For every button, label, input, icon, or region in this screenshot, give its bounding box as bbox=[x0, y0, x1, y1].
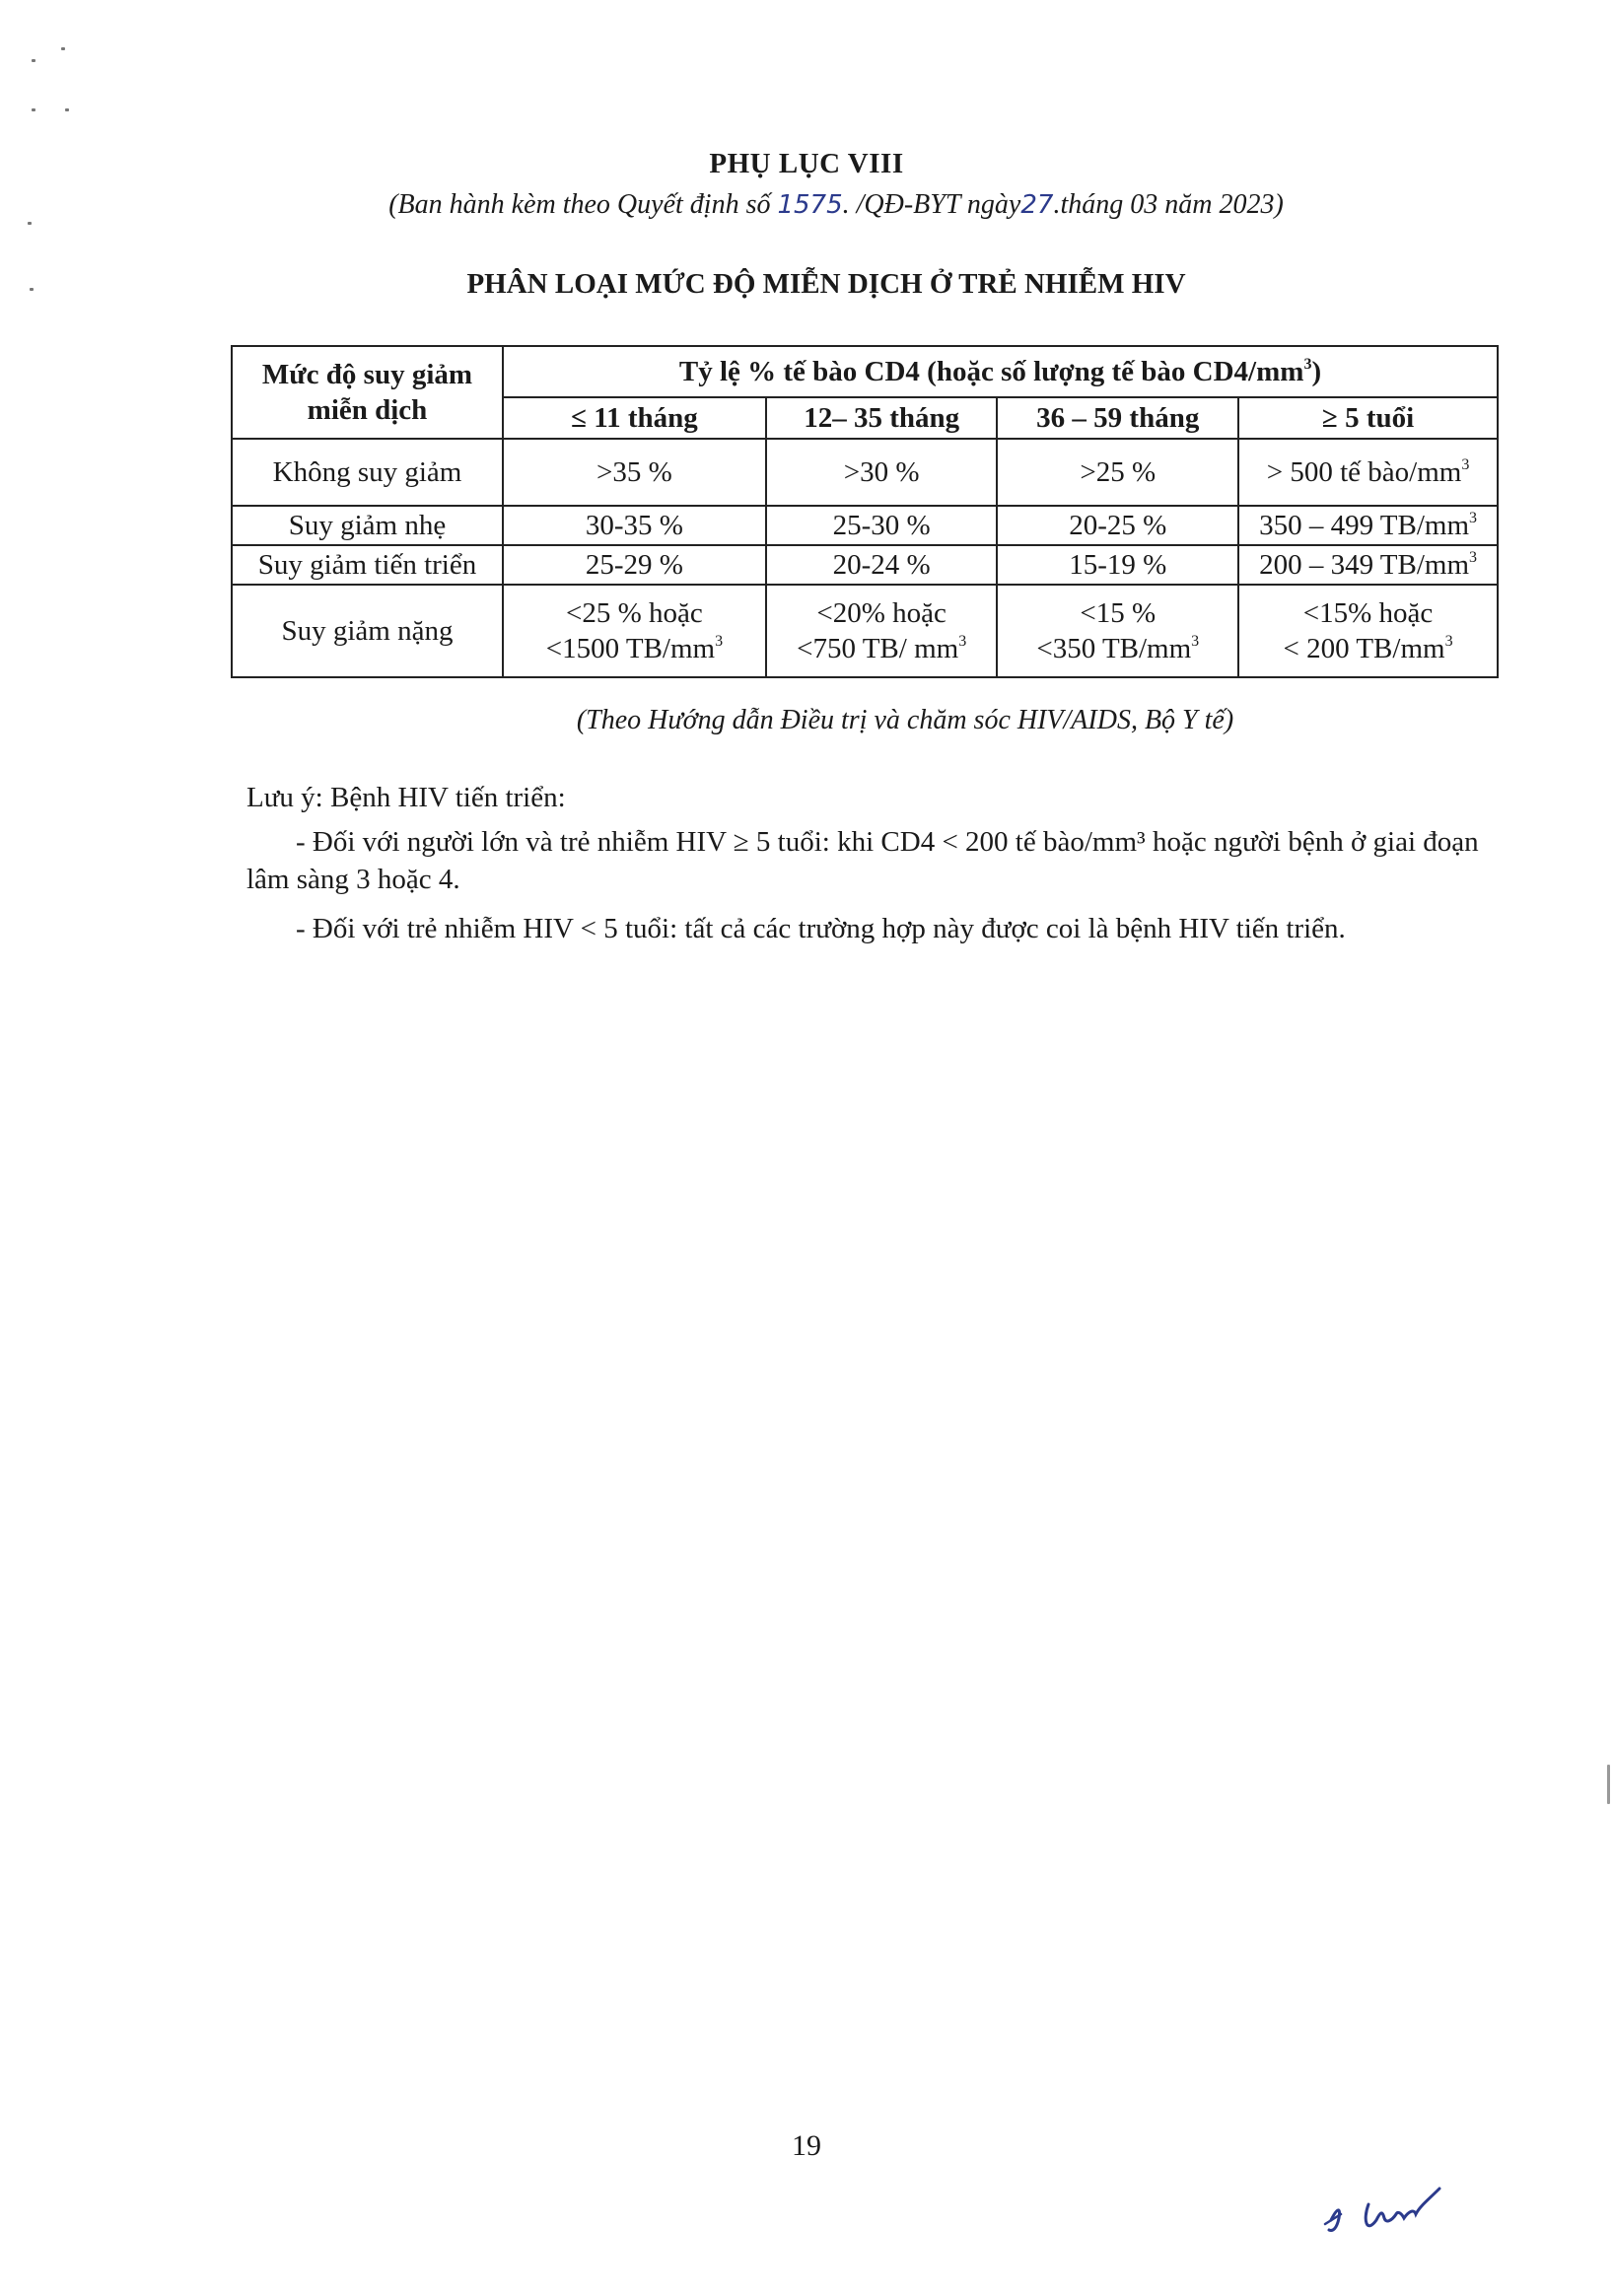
header-age-group: ≥ 5 tuổi bbox=[1238, 397, 1498, 439]
row-level: Không suy giảm bbox=[232, 439, 503, 506]
decree-number: 1575 bbox=[777, 190, 843, 220]
appendix-title: PHỤ LỤC VIII bbox=[709, 148, 904, 179]
table-row bbox=[232, 545, 1498, 585]
table-cell: 25-29 % bbox=[503, 545, 766, 585]
row-level: Suy giảm nhẹ bbox=[232, 506, 503, 545]
initials-signature-icon bbox=[1311, 2159, 1489, 2248]
header-age-group: 36 – 59 tháng bbox=[997, 397, 1238, 439]
table-cell: 350 – 499 $TB/mm^3$ bbox=[1238, 506, 1498, 545]
header-cd4-group-text: Tỷ lệ % tế bào CD4 (hoặc số lượng tế bào CD4/mm bbox=[678, 356, 1304, 387]
table-cell: 30-35 % bbox=[503, 506, 766, 545]
decree-reference bbox=[30, 189, 1613, 221]
header-cd4-group-sup: 3 bbox=[1303, 356, 1312, 373]
header-age-group: ≤ 11 tháng bbox=[503, 397, 766, 439]
table-cell: > 500 tế bào/$mm^3$ bbox=[1238, 439, 1498, 506]
scan-speck bbox=[65, 108, 69, 111]
page-number: 19 bbox=[792, 2129, 821, 2162]
table-cell: <25 % hoặc <1500 $TB/mm^3$ bbox=[503, 585, 766, 677]
table-row bbox=[232, 439, 1498, 506]
table-cell: 15-19 % bbox=[997, 545, 1238, 585]
note-item: - Đối với trẻ nhiễm HIV < 5 tuổi: tất cả các trường hợp này được coi là bệnh HIV tiến triển. bbox=[296, 913, 1346, 944]
table-cell: <20% hoặc <750 TB/ $mm^3$ bbox=[766, 585, 998, 677]
table-cell: 25-30 % bbox=[766, 506, 998, 545]
scan-speck bbox=[32, 108, 35, 111]
table-cell: <15 % <350 $TB/mm^3$ bbox=[997, 585, 1238, 677]
decree-middle: . /QĐ-BYT ngày bbox=[842, 189, 1021, 220]
table-row bbox=[232, 506, 1498, 545]
table-cell: >30 % bbox=[766, 439, 998, 506]
source-note: (Theo Hướng dẫn Điều trị và chăm sóc HIV/AIDS, Bộ Y tế) bbox=[576, 705, 1234, 735]
header-age-group: 12– 35 tháng bbox=[766, 397, 998, 439]
scan-speck bbox=[30, 288, 34, 291]
cd4-classification-table bbox=[231, 345, 1499, 678]
table-row bbox=[232, 585, 1498, 677]
table-cell: 20-24 % bbox=[766, 545, 998, 585]
decree-day: 27 bbox=[1020, 190, 1054, 220]
scan-edge-line bbox=[1607, 1765, 1610, 1804]
note-item: - Đối với người lớn và trẻ nhiễm HIV ≥ 5 tuổi: khi CD4 < 200 tế bào/mm³ hoặc người bệnh ở giai đoạn lâm sàng 3 hoặc 4. bbox=[246, 826, 1479, 895]
scan-speck bbox=[28, 222, 32, 225]
table-cell: <15% hoặc < 200 $TB/mm^3$ bbox=[1238, 585, 1498, 677]
note-heading: Lưu ý: Bệnh HIV tiến triển: bbox=[246, 782, 566, 813]
header-cd4-group bbox=[503, 346, 1498, 397]
row-level: Suy giảm tiến triển bbox=[232, 545, 503, 585]
table-cell: >35 % bbox=[503, 439, 766, 506]
table-cell: 20-25 % bbox=[997, 506, 1238, 545]
table-cell: >25 % bbox=[997, 439, 1238, 506]
header-immune-level: Mức độ suy giảm miễn dịch bbox=[232, 346, 503, 439]
row-level: Suy giảm nặng bbox=[232, 585, 503, 677]
decree-suffix: .tháng 03 năm 2023) bbox=[1053, 189, 1284, 220]
decree-prefix: (Ban hành kèm theo Quyết định số bbox=[388, 189, 778, 220]
header-cd4-group-close: ) bbox=[1311, 356, 1322, 387]
main-title: PHÂN LOẠI MỨC ĐỘ MIỄN DỊCH Ở TRẺ NHIỄM HIV bbox=[466, 268, 1186, 300]
scan-speck bbox=[61, 47, 65, 50]
scan-speck bbox=[32, 59, 35, 62]
table-cell: 200 – 349 $TB/mm^3$ bbox=[1238, 545, 1498, 585]
